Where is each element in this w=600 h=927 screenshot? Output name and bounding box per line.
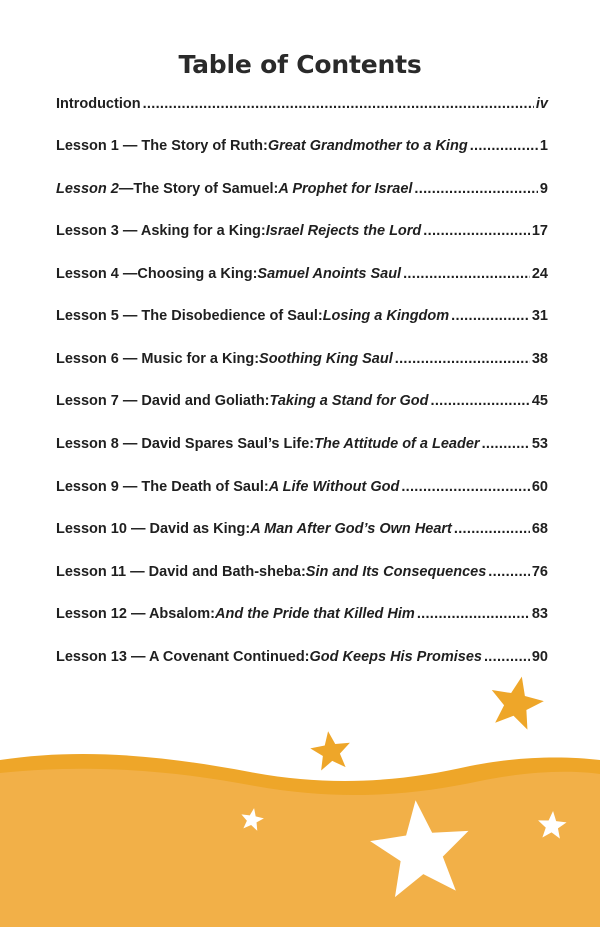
dot-leader — [403, 266, 530, 282]
dot-leader — [488, 564, 530, 580]
toc-entry-title: Lesson 8 — David Spares Saul’s Life: — [56, 436, 315, 452]
toc-entry-subtitle: A Life Without God — [268, 479, 400, 495]
toc-entry-title: Lesson 4 —Choosing a King: — [56, 266, 258, 282]
star-icon — [308, 728, 353, 771]
toc-entry-subtitle: A Prophet for Israel — [278, 181, 413, 197]
page-title: Table of Contents — [178, 50, 422, 79]
decorative-wave-banner — [0, 660, 600, 927]
star-icon — [485, 671, 548, 732]
toc-entry-lesson-3[interactable] — [56, 223, 548, 245]
toc-entry-lesson-1[interactable] — [56, 138, 548, 160]
dot-leader — [470, 138, 538, 154]
dot-leader — [482, 436, 530, 452]
dot-leader — [454, 521, 530, 537]
toc-page-number: 68 — [531, 521, 548, 537]
toc-entry-subtitle: Sin and Its Consequences — [305, 564, 487, 580]
toc-entry-introduction[interactable] — [56, 96, 548, 118]
toc-entry-lesson-6[interactable] — [56, 351, 548, 373]
toc-page-number: 24 — [531, 266, 548, 282]
dot-leader — [414, 181, 538, 197]
toc-entry-title: Introduction — [56, 96, 141, 112]
dot-leader — [417, 606, 530, 622]
toc-entry-lesson-11[interactable] — [56, 564, 548, 586]
toc-entry-lesson-8[interactable] — [56, 436, 548, 458]
dot-leader — [395, 351, 530, 367]
toc-entry-subtitle: Losing a Kingdom — [322, 308, 450, 324]
toc-entry-lesson-2[interactable] — [56, 181, 548, 203]
toc-entry-title: Lesson 5 — The Disobedience of Saul: — [56, 308, 323, 324]
wave-front — [0, 769, 600, 927]
toc-page-number: 45 — [531, 393, 548, 409]
dot-leader — [423, 223, 530, 239]
toc-page-number: 76 — [531, 564, 548, 580]
toc-page-number: 17 — [531, 223, 548, 239]
toc-entry-title: Lesson 10 — David as King: — [56, 521, 251, 537]
toc-entry-title: —The Story of Samuel: — [118, 181, 279, 197]
toc-entry-title: Lesson 7 — David and Goliath: — [56, 393, 270, 409]
toc-entry-subtitle: Israel Rejects the Lord — [265, 223, 422, 239]
toc-entry-title: Lesson 9 — The Death of Saul: — [56, 479, 269, 495]
toc-entry-title: Lesson 6 — Music for a King: — [56, 351, 260, 367]
toc-page-number: 9 — [539, 181, 548, 197]
toc-entry-subtitle: Samuel Anoints Saul — [257, 266, 402, 282]
toc-page-number: iv — [535, 96, 548, 112]
toc-entry-title: Lesson 12 — Absalom: — [56, 606, 216, 622]
toc-page-number: 31 — [531, 308, 548, 324]
toc-entry-subtitle: The Attitude of a Leader — [314, 436, 480, 452]
toc-page-number: 53 — [531, 436, 548, 452]
toc-entry-lesson-9[interactable] — [56, 479, 548, 501]
toc-entry-subtitle: Taking a Stand for God — [269, 393, 429, 409]
toc-entry-subtitle: Soothing King Saul — [259, 351, 393, 367]
dot-leader — [431, 393, 530, 409]
toc-page-number: 60 — [531, 479, 548, 495]
toc-page-number: 1 — [539, 138, 548, 154]
toc-entry-title: Lesson 1 — The Story of Ruth: — [56, 138, 268, 154]
toc-entry-lesson-12[interactable] — [56, 606, 548, 628]
toc-entry-lesson-10[interactable] — [56, 521, 548, 543]
toc-entry-lesson-label: Lesson 2 — [56, 181, 119, 197]
toc-page-number: 38 — [531, 351, 548, 367]
toc-entry-title: Lesson 11 — David and Bath-sheba: — [56, 564, 306, 580]
toc-entry-title: Lesson 13 — A Covenant Continued: — [56, 649, 310, 665]
toc-entry-lesson-4[interactable] — [56, 266, 548, 288]
toc-entry-lesson-7[interactable] — [56, 393, 548, 415]
toc-page-number: 83 — [531, 606, 548, 622]
dot-leader — [143, 96, 534, 112]
toc-entry-subtitle: And the Pride that Killed Him — [215, 606, 415, 622]
toc-entry-subtitle: Great Grandmother to a King — [267, 138, 468, 154]
toc-entry-title: Lesson 3 — Asking for a King: — [56, 223, 266, 239]
toc-entry-subtitle: A Man After God’s Own Heart — [250, 521, 452, 537]
dot-leader — [401, 479, 530, 495]
toc-entry-subtitle: God Keeps His Promises — [309, 649, 482, 665]
toc-page-number: 90 — [531, 649, 548, 665]
toc-entry-lesson-5[interactable] — [56, 308, 548, 330]
dot-leader — [451, 308, 530, 324]
